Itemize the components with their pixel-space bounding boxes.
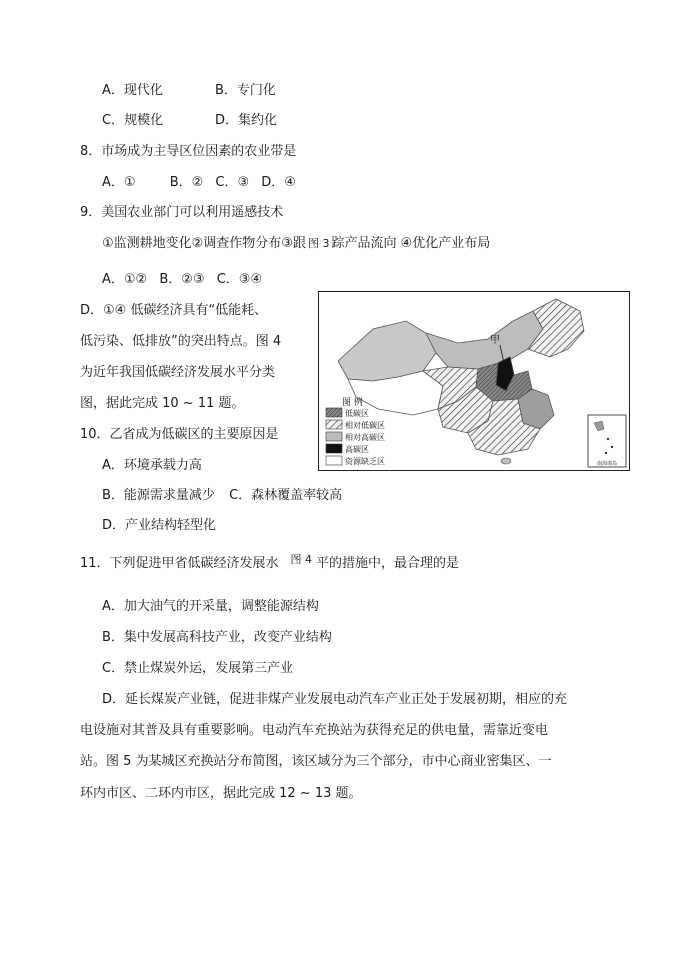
inset-caption: 南海诸岛 [596, 461, 618, 467]
q7-option-c: C．规模化 [102, 113, 164, 128]
china-map-svg [318, 291, 630, 471]
legend-label-2: 相对高碳区 [345, 433, 385, 442]
q7-option-b: B．专门化 [215, 83, 276, 98]
q10-option-d: D．产业结构轻型化 [102, 518, 217, 533]
q11-stem-head: 11．下列促进甲省低碳经济发展水 [80, 556, 279, 571]
q9-option-c: C．③④ [216, 272, 263, 287]
paragraph-line-3: 站。图 5 为某城区充换站分布简图，该区域分为三个部分，市中心商业密集区、一 [80, 754, 552, 769]
figure-4-map [318, 291, 630, 471]
q8-options [102, 174, 296, 192]
legend-title: 图 例 [342, 398, 363, 408]
q11-stem-tail: 平的措施中，最合理的是 [316, 556, 460, 571]
q9-options [102, 271, 262, 289]
q9-option-a: A．①② [102, 272, 148, 287]
q10-option-a: A．环境承载力高 [102, 458, 202, 473]
inset-island [605, 452, 607, 454]
q8-option-c: C．③ [215, 175, 250, 190]
q9-option-b: B．②③ [159, 272, 205, 287]
intro-line-3: 为近年我国低碳经济发展水平分类 [80, 365, 276, 380]
q8-option-a: A．① [102, 175, 136, 190]
legend-swatch-rel-high [326, 432, 342, 441]
label-jia: 甲 [490, 335, 500, 346]
q10-stem: 10．乙省成为低碳区的主要原因是 [80, 427, 279, 442]
q9-stem: 9．美国农业部门可以利用遥感技术 [80, 205, 284, 220]
q11-figure-label: 图 4 [290, 553, 313, 566]
intro-line-1: D．①④ 低碳经济具有“低能耗、 [80, 303, 268, 318]
q7-option-d: D．集约化 [215, 113, 278, 128]
q10-options-bc [102, 487, 342, 505]
q11-option-c: C．禁止煤炭外运，发展第三产业 [102, 661, 294, 676]
q9-figure-label: 图 3 [307, 237, 330, 250]
inset-frame [588, 415, 626, 467]
q11-option-d: D．延长煤炭产业链，促进非煤产业发展电动汽车产业正处于发展初期，相应的充 [102, 692, 568, 707]
q9-items-tail: 踪产品流向 ④优化产业布局 [331, 236, 491, 251]
q8-option-b: B．② [169, 175, 204, 190]
q8-option-d: D．④ [261, 175, 296, 190]
q8-stem: 8．市场成为主导区位因素的农业带是 [80, 144, 297, 159]
q7-option-a: A．现代化 [102, 83, 163, 98]
q10-option-c: C．森林覆盖率较高 [229, 488, 343, 503]
q9-items-head: ①监测耕地变化②调查作物分布③跟 [102, 236, 306, 251]
paragraph-line-4: 环内市区、二环内市区，据此完成 12 ~ 13 题。 [80, 786, 362, 801]
intro-line-2: 低污染、低排放”的突出特点。图 4 [80, 334, 282, 349]
legend-label-0: 低碳区 [345, 409, 369, 418]
intro-line-4: 图，据此完成 10 ~ 11 题。 [80, 396, 245, 411]
paragraph-line-2: 电设施对其普及具有重要影响。电动汽车充换站为获得充足的供电量，需靠近变电 [80, 723, 549, 738]
q9-items [102, 235, 490, 253]
south-china-sea-inset [588, 415, 626, 467]
legend-label-1: 相对低碳区 [345, 421, 385, 430]
q10-option-b: B．能源需求量减少 [102, 488, 215, 503]
q11-option-b: B．集中发展高科技产业，改变产业结构 [102, 630, 332, 645]
legend-swatch-scarce [326, 456, 342, 465]
legend-swatch-low [326, 408, 342, 417]
q11-option-a: A．加大油气的开采量，调整能源结构 [102, 599, 319, 614]
legend-swatch-rel-low [326, 420, 342, 429]
q11-stem [80, 555, 459, 573]
legend-label-3: 高碳区 [345, 445, 369, 454]
region-hainan [501, 458, 511, 464]
legend-swatch-high [326, 444, 342, 453]
inset-island [607, 438, 609, 440]
legend-label-4: 资源缺乏区 [345, 457, 385, 466]
inset-island [611, 446, 613, 448]
